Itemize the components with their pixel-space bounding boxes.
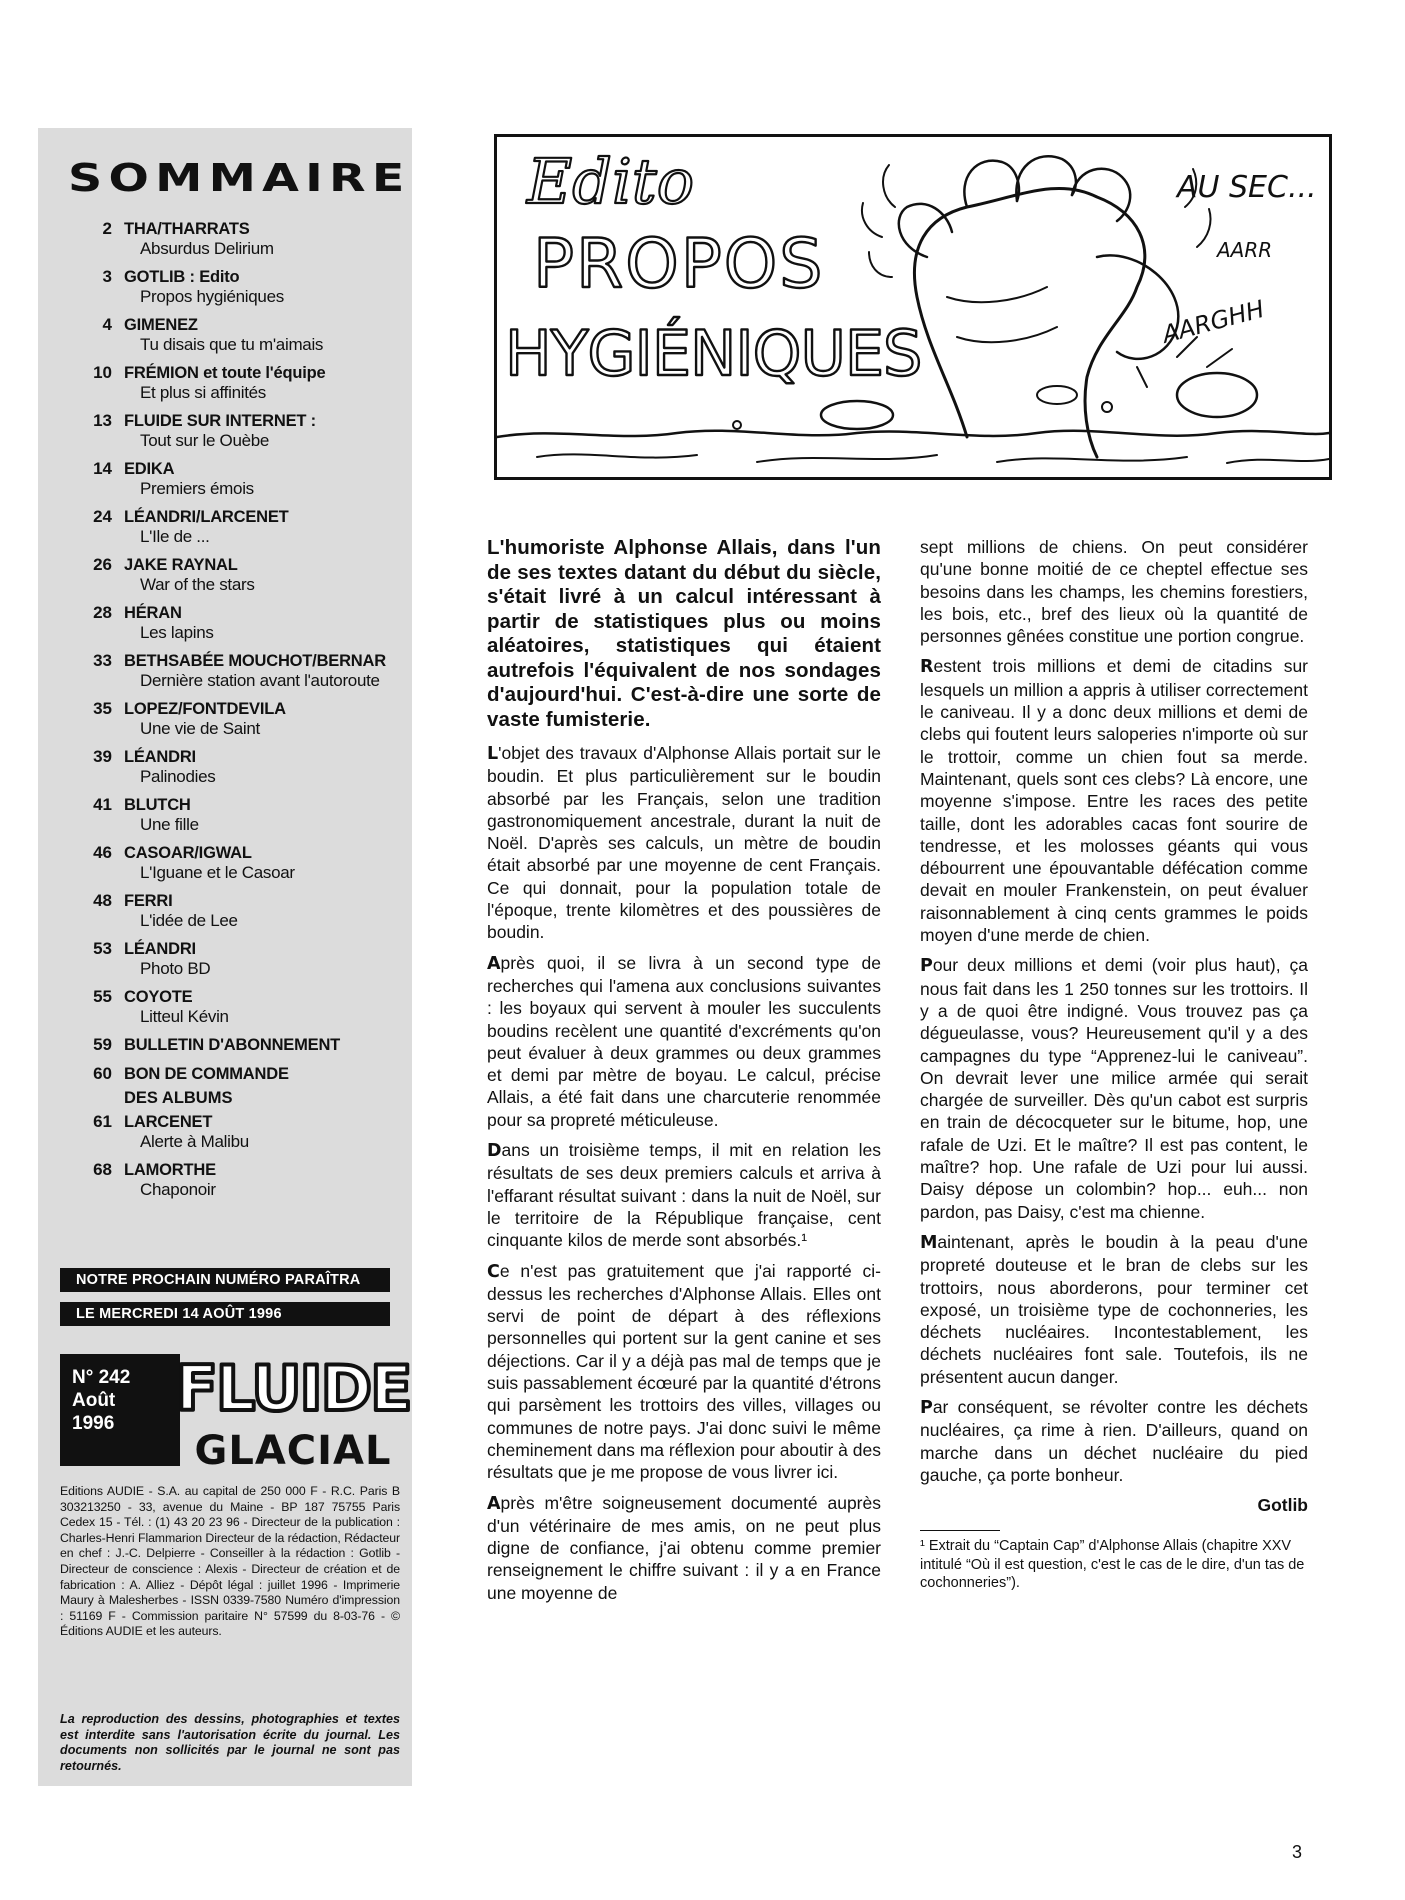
author-signature: Gotlib bbox=[1257, 1495, 1308, 1516]
article-lead: L'humoriste Alphonse Allais, dans l'un de ses textes datant du début du siècle, s'était livré à un calcul intéressant à partir de statistiques plus ou moins aléatoires, statistiques qui étaient autrefois l'équivalent de nos sondages d'aujourd'hui. C'est-à-dire une sorte de vaste fumisterie. bbox=[487, 536, 881, 731]
issue-box bbox=[60, 1354, 180, 1466]
toc-page-number: 35 bbox=[93, 699, 112, 718]
toc-page-number: 39 bbox=[93, 747, 112, 766]
toc-title: Les lapins bbox=[140, 623, 214, 642]
legal-notice: Editions AUDIE - S.A. au capital de 250 000 F - R.C. Paris B 303213250 - 33, avenue du Maine - BP 187 75755 Paris Cedex 15 - Tél. : (1) 43 20 23 96 - Directeur de la publication : Charles-Henri Flammarion Directeur de la rédaction, Rédacteur en chef : J.-C. Delpierre - Conseiller à la rédaction : Gotlib - Directeur de conscience : Alexis - Directeur de création et de fabrication : A. Alliez - Dépôt légal : juillet 1996 - Imprimerie Maury à Malesherbes - ISSN 0339-7580 Numéro d'impression : 51169 F - Commission paritaire N° 57599 du 8-03-76 - © Éditions AUDIE et les auteurs. bbox=[60, 1484, 400, 1639]
toc-title: Tout sur le Ouèbe bbox=[140, 431, 270, 450]
toc-entry bbox=[48, 794, 408, 842]
toc-title: Une fille bbox=[140, 815, 199, 834]
toc-page-number: 14 bbox=[93, 459, 112, 478]
paragraph-initial: C bbox=[487, 1261, 500, 1282]
toc-title: L'idée de Lee bbox=[140, 911, 238, 930]
paragraph-initial: R bbox=[920, 657, 934, 678]
issue-month: Août bbox=[72, 1390, 116, 1411]
toc-author: GOTLIB : Edito bbox=[124, 268, 240, 286]
paragraph-text: e n'est pas gratuitement que j'ai rapporté ci-dessus les recherches d'Alphonse Allais. Elles ont servi de point de départ à des réflexions personnelles qui portent sur la gent canine et ses déjections. Car il y a déjà pas mal de temps que je suis passablement écœuré par la quantité d'étrons qui parsèment les trottoirs des villes, villages ou communes de notre pays. J'ai donc suivi le même cheminement dans ma réflexion pour aboutir à des résultats que je me propose de vous livrer ici. bbox=[487, 1260, 881, 1483]
fluide-glacial-logo bbox=[175, 1344, 411, 1474]
sound-effect-aarghh: AARGHH bbox=[1159, 294, 1268, 349]
toc-page-number: 60 bbox=[93, 1064, 112, 1083]
toc-page-number: 26 bbox=[93, 555, 112, 574]
article-paragraph bbox=[920, 1231, 1308, 1388]
column-2-paragraphs bbox=[920, 536, 1308, 1486]
toc-page-number: 4 bbox=[102, 315, 112, 334]
toc-page-number: 24 bbox=[93, 507, 112, 526]
toc-entry bbox=[48, 890, 408, 938]
toc-entry bbox=[48, 986, 408, 1034]
toc-page-number: 55 bbox=[93, 987, 112, 1006]
logo-word-fluide: FLUIDE bbox=[175, 1352, 411, 1425]
toc-page-number: 10 bbox=[93, 363, 112, 382]
paragraph-text: ar conséquent, se révolter contre les déchets nucléaires, ça rime à rien. D'ailleurs, quand on marche dans un déchet nucléaire du pied gauche, ça porte bonheur. bbox=[920, 1396, 1308, 1485]
toc-author: LÉANDRI bbox=[124, 940, 196, 958]
article-paragraph bbox=[920, 655, 1308, 946]
heading-edito: Edito bbox=[527, 145, 695, 218]
toc-entry bbox=[48, 554, 408, 602]
toc-title: Absurdus Delirium bbox=[140, 239, 274, 258]
paragraph-initial: A bbox=[487, 1493, 501, 1514]
toc-author: BON DE COMMANDE bbox=[124, 1065, 289, 1083]
toc-page-number: 46 bbox=[93, 843, 112, 862]
toc-entry bbox=[48, 218, 408, 266]
toc-title: Dernière station avant l'autoroute bbox=[140, 671, 380, 690]
toc-author: LÉANDRI/LARCENET bbox=[124, 508, 289, 526]
toc-page-number: 61 bbox=[93, 1112, 112, 1131]
toc-page-number: 41 bbox=[93, 795, 112, 814]
toc-page-number: 59 bbox=[93, 1035, 112, 1054]
article-column-1 bbox=[487, 536, 881, 1612]
toc-page-number: 13 bbox=[93, 411, 112, 430]
footnote: ¹ Extrait du “Captain Cap” d'Alphonse Allais (chapitre XXV intitulé “Où il est question, c'est le cas de le dire, d'un tas de cochonneries”). bbox=[920, 1538, 1305, 1592]
edito-illustration bbox=[494, 134, 1332, 480]
toc-entry bbox=[48, 1111, 408, 1159]
toc-author: LARCENET bbox=[124, 1113, 213, 1131]
article-paragraph bbox=[920, 536, 1308, 647]
table-of-contents bbox=[48, 218, 408, 1207]
logo-word-glacial: GLACIAL bbox=[194, 1428, 392, 1474]
toc-author: FRÉMION et toute l'équipe bbox=[124, 364, 326, 382]
toc-entry bbox=[48, 266, 408, 314]
toc-page-number: 28 bbox=[93, 603, 112, 622]
toc-entry bbox=[48, 362, 408, 410]
toc-author: JAKE RAYNAL bbox=[124, 556, 238, 574]
toc-author: LÉANDRI bbox=[124, 748, 196, 766]
toc-author: HÉRAN bbox=[124, 604, 182, 622]
toc-author: LAMORTHE bbox=[124, 1161, 216, 1179]
toc-entry bbox=[48, 746, 408, 794]
toc-title: Alerte à Malibu bbox=[140, 1132, 249, 1151]
article-paragraph bbox=[920, 954, 1308, 1223]
page-number: 3 bbox=[1292, 1842, 1303, 1862]
toc-title: Photo BD bbox=[140, 959, 211, 978]
toc-entry bbox=[48, 1063, 408, 1111]
paragraph-text: aintenant, après le boudin à la peau d'une propreté douteuse et le bran de clebs sur les trottoirs, nous aborderons, pour terminer cet exposé, un troisième type de cochonneries, les déchets nucléaires. Incontestablement, les déchets nucléaires font sale. Toutefois, ils ne présentent aucun danger. bbox=[920, 1231, 1308, 1387]
toc-entry bbox=[48, 314, 408, 362]
paragraph-text: 'objet des travaux d'Alphonse Allais portait sur le boudin. Et plus particulièrement sur le boudin absorbé par les Français, selon une tradition gastronomiquement ancestrale, durant la nuit de Noël. D'après ses calculs, un mètre de boudin était absorbé par une moyenne de cent Français. Ce qui donnait, pour la population totale de l'époque, trente kilomètres et des poussières de boudin. bbox=[487, 743, 881, 943]
toc-entry bbox=[48, 1159, 408, 1207]
paragraph-text: our deux millions et demi (voir plus haut), ça nous fait dans les 1 250 tonnes sur les trottoirs. Il y a de quoi être indigné. Vous trouvez pas ça dégueulasse, vous? Heureusement qu'il y a des campagnes du type “Apprenez-lui le caniveau”. On devrait lever une milice armée qui serait chargée de surveiller. Dès qu'un cabot est surpris en train de décocqueter sur le bitume, hop, une rafale de Uzi. Et le maître? Il est pas content, le maître? hop. Une rafale de Uzi pour lui aussi. Daisy dépose un colombin? hop... euh... non pardon, pas Daisy, c'est ma chienne. bbox=[920, 955, 1308, 1222]
toc-title: Litteul Kévin bbox=[140, 1007, 229, 1026]
toc-author: LOPEZ/FONTDEVILA bbox=[124, 700, 286, 718]
toc-entry bbox=[48, 1034, 408, 1063]
toc-page-number: 33 bbox=[93, 651, 112, 670]
toc-title: Tu disais que tu m'aimais bbox=[140, 335, 324, 354]
article-paragraph bbox=[487, 742, 881, 944]
paragraph-text: estent trois millions et demi de citadins sur lesquels un million a appris à utiliser correctement le caniveau. Il y a donc deux millions et demi de clebs qui foutent leurs saloperies n'importe où sur le trottoir, comme un chien fout sa merde. Maintenant, quels sont ces clebs? Là encore, une moyenne s'impose. Entre les races des petite taille, dont les adorables cacas font sourire de tendresse, et les molosses géants qui vous débourrent une épouvantable défécation comme devait en mouler Frankenstein, on peut évaluer raisonnablement à cinq cents grammes le poids moyen d'une merde de chien. bbox=[920, 656, 1308, 946]
column-1-paragraphs bbox=[487, 742, 881, 1604]
hand-outline bbox=[914, 188, 1144, 457]
toc-entry bbox=[48, 650, 408, 698]
article-paragraph bbox=[487, 1260, 881, 1484]
paragraph-initial: M bbox=[920, 1232, 938, 1253]
toc-author: EDIKA bbox=[124, 460, 175, 478]
toc-page-number: 3 bbox=[102, 267, 112, 286]
toc-entry bbox=[48, 938, 408, 986]
paragraph-initial: A bbox=[487, 953, 501, 974]
toc-author: BLUTCH bbox=[124, 796, 191, 814]
toc-page-number: 2 bbox=[102, 219, 112, 238]
next-issue-line-1: NOTRE PROCHAIN NUMÉRO PARAÎTRA bbox=[60, 1268, 390, 1292]
issue-year: 1996 bbox=[72, 1413, 115, 1434]
paragraph-text: ans un troisième temps, il mit en relation les résultats de ses deux premiers calculs et arriva à l'effarant résultat suivant : dans la nuit de Noël, sur le territoire de la République française, cent cinquante kilos de merde sont absorbés.¹ bbox=[487, 1140, 881, 1251]
paragraph-initial: D bbox=[487, 1141, 502, 1162]
heading-propos: PROPOS bbox=[533, 225, 825, 304]
toc-title: Une vie de Saint bbox=[140, 719, 260, 738]
toc-title: L'Iguane et le Casoar bbox=[140, 863, 295, 882]
paragraph-text: près m'être soigneusement documenté auprès d'un vétérinaire de mes amis, on ne peut plus digne de confiance, j'ai obtenu comme premier renseignement le chiffre suivant : il y a en France une moyenne de bbox=[487, 1492, 881, 1603]
sound-effect-aarr: AARR bbox=[1217, 238, 1273, 262]
toc-entry bbox=[48, 842, 408, 890]
toc-title: Palinodies bbox=[140, 767, 216, 786]
sommaire-sidebar bbox=[38, 128, 412, 1786]
toc-page-number: 68 bbox=[93, 1160, 112, 1179]
toc-title: War of the stars bbox=[140, 575, 255, 594]
next-issue-line-2: LE MERCREDI 14 AOÛT 1996 bbox=[60, 1302, 390, 1326]
toc-author: CASOAR/IGWAL bbox=[124, 844, 252, 862]
article-paragraph bbox=[487, 1139, 881, 1251]
toc-title-continued: DES ALBUMS bbox=[124, 1089, 233, 1107]
toc-title: L'Ile de ... bbox=[140, 527, 210, 546]
toc-title: Et plus si affinités bbox=[140, 383, 266, 402]
toc-page-number: 53 bbox=[93, 939, 112, 958]
toc-entry bbox=[48, 602, 408, 650]
toc-page-number: 48 bbox=[93, 891, 112, 910]
edito-drawing bbox=[497, 137, 1329, 477]
sommaire-title: SOMMAIRE bbox=[68, 156, 411, 200]
toc-author: FLUIDE SUR INTERNET : bbox=[124, 412, 316, 430]
toc-author: COYOTE bbox=[124, 988, 193, 1006]
toc-author: BULLETIN D'ABONNEMENT bbox=[124, 1036, 341, 1054]
toc-title: Propos hygiéniques bbox=[140, 287, 284, 306]
reproduction-notice: La reproduction des dessins, photographies et textes est interdite sans l'autorisation écrite du journal. Les documents non sollicités par le journal ne sont pas retournés. bbox=[60, 1712, 400, 1773]
paragraph-text: près quoi, il se livra à un second type de recherches qui l'amena aux conclusions suivantes : les boyaux qui servent à mouler les succulents boudins recèlent une quantité d'excréments qu'on peut évaluer à deux grammes ou deux grammes et demi par mètre de boyau. Le calcul, précise Allais, a été fait dans une charcuterie renommée pour sa propreté méticuleuse. bbox=[487, 952, 881, 1130]
article-paragraph bbox=[487, 1492, 881, 1604]
toc-entry bbox=[48, 410, 408, 458]
paragraph-initial: L bbox=[487, 744, 499, 764]
toc-entry bbox=[48, 506, 408, 554]
footnote-divider bbox=[920, 1530, 1000, 1531]
toc-author: GIMENEZ bbox=[124, 316, 198, 334]
article-paragraph bbox=[920, 1396, 1308, 1486]
toc-title: Chaponoir bbox=[140, 1180, 216, 1199]
toc-title: Premiers émois bbox=[140, 479, 254, 498]
heading-hygieniques: HYGIÉNIQUES bbox=[505, 317, 922, 390]
issue-number: N° 242 bbox=[72, 1367, 131, 1388]
toc-author: FERRI bbox=[124, 892, 173, 910]
paragraph-initial: P bbox=[920, 956, 933, 977]
paragraph-text: sept millions de chiens. On peut considérer qu'une bonne moitié de ce cheptel effectue ses besoins dans les champs, les chemins forestiers, les bois, etc., bref des lieux où la quantité de personnes gênées constitue une portion congrue. bbox=[920, 537, 1308, 647]
sound-effect-au-sec: AU SEC... bbox=[1177, 170, 1317, 205]
toc-entry bbox=[48, 458, 408, 506]
toc-entry bbox=[48, 698, 408, 746]
toc-author: THA/THARRATS bbox=[124, 220, 250, 238]
article-paragraph bbox=[487, 952, 881, 1131]
paragraph-initial: P bbox=[920, 1397, 933, 1418]
toc-author: BETHSABÉE MOUCHOT/BERNAR bbox=[124, 652, 386, 670]
article-column-2 bbox=[920, 536, 1308, 1601]
